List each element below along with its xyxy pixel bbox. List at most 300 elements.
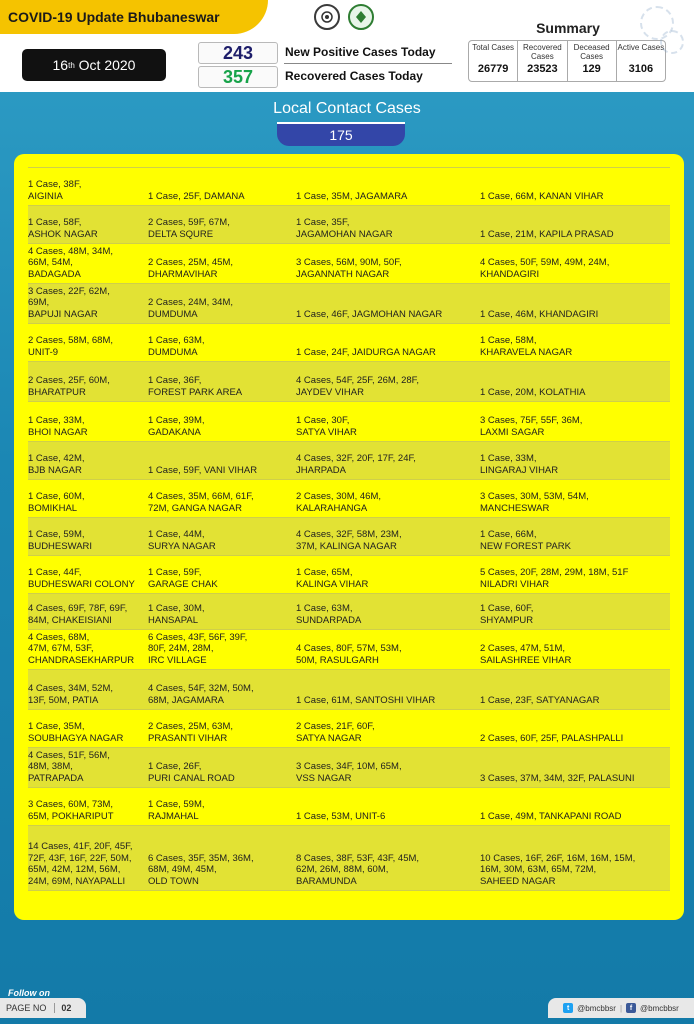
table-cell xyxy=(148,710,296,747)
table-cell xyxy=(148,244,296,283)
cell-text xyxy=(480,529,571,552)
cell-line: 2 Cases, 25F, 60M, xyxy=(28,375,110,386)
cell-text xyxy=(148,721,233,744)
table-cell xyxy=(296,442,480,479)
social-links xyxy=(548,998,694,1018)
cell-text xyxy=(28,603,127,626)
table-cell xyxy=(480,362,670,401)
cell-line: KHANDAGIRI xyxy=(480,268,540,280)
virus-decoration-icon xyxy=(660,30,684,54)
table-cell xyxy=(480,284,670,323)
cell-text xyxy=(296,567,368,590)
cell-line: 2 Cases, 21F, 60F, xyxy=(296,721,375,732)
cell-line: RAJMAHAL xyxy=(148,810,199,822)
cell-line: 1 Case, 58F, xyxy=(28,217,82,228)
table-cell xyxy=(296,518,480,555)
cell-line: 1 Case, 59F, VANI VIHAR xyxy=(148,464,258,476)
cell-line: BHOI NAGAR xyxy=(28,426,88,438)
cell-line: 69M, xyxy=(28,297,50,308)
cell-line: 2 Cases, 25M, 45M, xyxy=(148,257,234,268)
cell-line: 1 Case, 35F, xyxy=(296,217,350,228)
cell-text xyxy=(296,217,393,240)
cell-line: 1 Case, 30M, xyxy=(148,603,205,614)
cell-line: FOREST PARK AREA xyxy=(148,386,243,398)
cell-line: 72M, GANGA NAGAR xyxy=(148,502,242,514)
summary-deceased xyxy=(568,41,617,81)
cell-line: DUMDUMA xyxy=(148,308,198,320)
cell-line: MANCHESWAR xyxy=(480,502,550,514)
cell-text xyxy=(28,567,135,590)
cell-line: BARAMUNDA xyxy=(296,875,357,887)
cell-line: 4 Cases, 35M, 66M, 61F, xyxy=(148,491,254,502)
table-row xyxy=(28,243,670,283)
cell-text xyxy=(480,229,614,241)
table-cell xyxy=(148,168,296,205)
cell-line: PURI CANAL ROAD xyxy=(148,772,235,784)
cell-text xyxy=(148,415,205,438)
table-cell xyxy=(296,748,480,787)
new-positive-count: 243 xyxy=(198,42,278,64)
cell-line: 2 Cases, 60F, 25F, PALASHPALLI xyxy=(480,732,624,744)
table-row xyxy=(28,323,670,361)
cell-text xyxy=(148,297,233,320)
cell-line: JAGANNATH NAGAR xyxy=(296,268,390,280)
cell-line: 1 Case, 59F, xyxy=(148,567,202,578)
recovered-count: 357 xyxy=(198,66,278,88)
summary-value: 129 xyxy=(582,63,601,75)
cell-line: HANSAPAL xyxy=(148,614,198,626)
cell-text xyxy=(28,632,134,667)
cases-table xyxy=(28,167,670,891)
cell-line: 1 Case, 44F, xyxy=(28,567,82,578)
table-row xyxy=(28,479,670,517)
table-cell xyxy=(148,826,296,890)
cell-line: 1 Case, 65M, xyxy=(296,567,353,578)
cell-line: 1 Case, 44M, xyxy=(148,529,205,540)
cell-line: VSS NAGAR xyxy=(296,772,352,784)
table-cell xyxy=(480,402,670,441)
cell-text xyxy=(148,217,230,240)
table-cell xyxy=(296,206,480,243)
summary-label: Recovered Cases xyxy=(523,43,562,61)
cell-line: IRC VILLAGE xyxy=(148,654,207,666)
cell-line: SOUBHAGYA NAGAR xyxy=(28,732,124,744)
cell-line: 4 Cases, 32F, 20F, 17F, 24F, xyxy=(296,453,416,464)
cell-line: BADAGADA xyxy=(28,268,81,280)
cell-text xyxy=(480,415,582,438)
table-cell xyxy=(296,480,480,517)
summary-label: Active Cases xyxy=(617,43,665,52)
cell-text xyxy=(296,257,402,280)
cell-line: 3 Cases, 75F, 55F, 36M, xyxy=(480,415,583,426)
cell-line: BHARATPUR xyxy=(28,386,86,398)
table-cell xyxy=(28,556,148,593)
cell-text xyxy=(480,387,585,399)
cell-text xyxy=(28,286,110,321)
cell-line: 4 Cases, 48M, 34M, xyxy=(28,245,114,257)
cell-line: SUNDARPADA xyxy=(296,614,362,626)
table-row xyxy=(28,787,670,825)
cell-text xyxy=(148,465,257,477)
table-cell xyxy=(480,594,670,629)
cell-line: 1 Case, 58M, xyxy=(480,335,537,346)
table-cell xyxy=(480,324,670,361)
cell-text xyxy=(28,491,85,514)
date-day: 16 xyxy=(52,57,69,73)
cell-line: 62M, 26M, 88M, 60M, xyxy=(296,864,389,875)
summary-active xyxy=(617,41,665,81)
cell-text xyxy=(296,853,419,888)
cell-text xyxy=(296,643,402,666)
summary-label: Deceased Cases xyxy=(573,43,610,61)
local-contact-title: Local Contact Cases xyxy=(273,100,421,117)
cell-line: PATRAPADA xyxy=(28,772,84,784)
table-cell xyxy=(296,402,480,441)
page-no-label: PAGE NO xyxy=(6,1003,47,1013)
cell-line: BUDHESWARI COLONY xyxy=(28,578,135,590)
cell-line: 4 Cases, 50F, 59M, 49M, 24M, xyxy=(480,257,610,268)
cell-text xyxy=(480,643,571,666)
cell-line: DUMDUMA xyxy=(148,346,198,358)
cell-text xyxy=(28,841,133,887)
table-cell xyxy=(28,442,148,479)
cell-line: NILADRI VIHAR xyxy=(480,578,550,590)
cell-text xyxy=(148,335,205,358)
table-cell xyxy=(28,518,148,555)
twitter-handle[interactable]: @bmcbbsr xyxy=(577,1003,616,1013)
cell-line: 16M, 30M, 63M, 65M, 72M, xyxy=(480,864,597,875)
cell-line: 1 Case, 66M, xyxy=(480,529,537,540)
table-cell xyxy=(28,402,148,441)
cell-line: AIGINIA xyxy=(28,190,63,202)
cell-line: 3 Cases, 60M, 73M, xyxy=(28,799,114,810)
table-row xyxy=(28,825,670,891)
cell-line: NEW FOREST PARK xyxy=(480,540,571,552)
cell-line: 4 Cases, 54F, 32M, 50M, xyxy=(148,683,254,694)
cell-text xyxy=(296,695,435,707)
table-row xyxy=(28,205,670,243)
cell-line: BAPUJI NAGAR xyxy=(28,308,98,320)
table-cell xyxy=(480,710,670,747)
table-cell xyxy=(480,556,670,593)
table-row xyxy=(28,167,670,205)
cases-panel xyxy=(14,154,684,920)
cell-text xyxy=(296,309,442,321)
cell-line: 1 Case, 26F, xyxy=(148,761,202,772)
summary-value: 3106 xyxy=(628,63,654,75)
cell-line: 68M, JAGAMARA xyxy=(148,694,225,706)
table-cell xyxy=(296,324,480,361)
table-cell xyxy=(480,206,670,243)
date-rest: Oct 2020 xyxy=(74,57,136,73)
cell-text xyxy=(480,603,533,626)
table-cell xyxy=(480,168,670,205)
recovered-label: Recovered Cases Today xyxy=(285,69,423,83)
cell-text xyxy=(28,335,113,358)
table-row xyxy=(28,441,670,479)
cell-text xyxy=(480,853,635,888)
cell-text xyxy=(148,761,235,784)
cell-line: 1 Case, 63M, xyxy=(148,335,205,346)
cell-line: 1 Case, 60F, xyxy=(480,603,534,614)
cell-text xyxy=(480,257,609,280)
follow-on-label: Follow on xyxy=(8,988,50,998)
cell-line: JAYDEV VIHAR xyxy=(296,386,364,398)
cell-text xyxy=(148,257,233,280)
cell-text xyxy=(480,191,604,203)
table-cell xyxy=(28,710,148,747)
cell-text xyxy=(296,811,385,823)
cell-text xyxy=(296,603,361,626)
cell-text xyxy=(28,529,92,552)
table-cell xyxy=(28,168,148,205)
table-cell xyxy=(480,480,670,517)
cell-line: JAGAMOHAN NAGAR xyxy=(296,228,393,240)
table-cell xyxy=(148,518,296,555)
table-cell xyxy=(296,168,480,205)
table-cell xyxy=(480,244,670,283)
date-badge xyxy=(22,49,166,81)
page-no-value: 02 xyxy=(54,1003,71,1013)
facebook-handle[interactable]: @bmcbbsr xyxy=(640,1003,679,1013)
cell-line: UNIT-9 xyxy=(28,346,59,358)
cell-line: 4 Cases, 32F, 58M, 23M, xyxy=(296,529,402,540)
cell-text xyxy=(480,453,558,476)
cell-line: 84M, CHAKEISIANI xyxy=(28,614,112,626)
table-cell xyxy=(28,206,148,243)
cell-line: 65M, 42M, 12M, 56M, xyxy=(28,864,121,875)
stat-divider xyxy=(284,63,452,64)
cell-line: 1 Case, 35M, JAGAMARA xyxy=(296,190,408,202)
cell-text xyxy=(148,632,247,667)
cell-line: 1 Case, 42M, xyxy=(28,453,85,464)
cell-line: 66M, 54M, xyxy=(28,257,73,268)
cell-line: BJB NAGAR xyxy=(28,464,82,476)
table-cell xyxy=(28,670,148,709)
header xyxy=(0,0,694,92)
summary-recovered xyxy=(518,41,567,81)
cell-line: 1 Case, 46M, KHANDAGIRI xyxy=(480,308,599,320)
table-cell xyxy=(296,244,480,283)
cell-line: 24M, 69M, NAYAPALLI xyxy=(28,875,126,887)
table-cell xyxy=(296,362,480,401)
new-positive-label: New Positive Cases Today xyxy=(285,45,436,59)
cell-line: 72F, 43F, 16F, 22F, 50M, xyxy=(28,852,132,864)
cell-text xyxy=(148,191,245,203)
cell-text xyxy=(296,721,375,744)
table-cell xyxy=(28,324,148,361)
cell-text xyxy=(296,491,381,514)
table-row xyxy=(28,283,670,323)
cell-text xyxy=(148,375,242,398)
facebook-icon[interactable]: f xyxy=(626,1003,636,1013)
logos xyxy=(314,4,374,30)
table-cell xyxy=(296,826,480,890)
cell-line: 4 Cases, 68M, xyxy=(28,631,90,643)
cell-text xyxy=(296,453,416,476)
cell-text xyxy=(28,799,114,822)
table-cell xyxy=(296,670,480,709)
twitter-icon[interactable]: t xyxy=(563,1003,573,1013)
cell-line: 1 Case, 38F, xyxy=(28,179,82,190)
table-cell xyxy=(148,630,296,669)
cell-line: 1 Case, 39M, xyxy=(148,415,205,426)
table-cell xyxy=(28,788,148,825)
cell-line: BUDHESWARI xyxy=(28,540,93,552)
cell-line: 3 Cases, 56M, 90M, 50F, xyxy=(296,257,402,268)
cell-line: 1 Case, 59M, xyxy=(148,799,205,810)
cell-line: JHARPADA xyxy=(296,464,346,476)
cell-line: 1 Case, 49M, TANKAPANI ROAD xyxy=(480,810,622,822)
cell-line: 1 Case, 25F, DAMANA xyxy=(148,190,245,202)
table-cell xyxy=(28,480,148,517)
cell-text xyxy=(28,721,123,744)
cell-text xyxy=(28,453,85,476)
cell-line: PRASANTI VIHAR xyxy=(148,732,228,744)
cell-line: 2 Cases, 30M, 46M, xyxy=(296,491,382,502)
cell-line: GARAGE CHAK xyxy=(148,578,218,590)
cell-text xyxy=(28,179,81,202)
cell-text xyxy=(148,683,254,706)
cell-line: 1 Case, 66M, KANAN VIHAR xyxy=(480,190,604,202)
cell-text xyxy=(148,567,218,590)
cell-text xyxy=(148,491,254,514)
cell-line: 1 Case, 60M, xyxy=(28,491,85,502)
table-cell xyxy=(148,480,296,517)
table-cell xyxy=(296,710,480,747)
cell-text xyxy=(480,309,598,321)
cell-line: GADAKANA xyxy=(148,426,201,438)
table-row xyxy=(28,517,670,555)
summary-label: Total Cases xyxy=(472,43,515,52)
cell-text xyxy=(296,529,402,552)
cell-line: 1 Case, 20M, KOLATHIA xyxy=(480,386,586,398)
cell-line: 1 Case, 24F, JAIDURGA NAGAR xyxy=(296,346,436,358)
cell-line: 4 Cases, 80F, 57M, 53M, xyxy=(296,643,402,654)
cell-text xyxy=(28,415,88,438)
cell-line: 1 Case, 61M, SANTOSHI VIHAR xyxy=(296,694,436,706)
cell-text xyxy=(296,415,357,438)
cell-line: DHARMAVIHAR xyxy=(148,268,218,280)
cell-text xyxy=(296,191,407,203)
table-cell xyxy=(148,670,296,709)
table-cell xyxy=(148,594,296,629)
page-number-tab xyxy=(0,998,86,1018)
table-cell xyxy=(296,284,480,323)
table-cell xyxy=(480,748,670,787)
cell-line: 1 Case, 59M, xyxy=(28,529,85,540)
cell-line: BOMIKHAL xyxy=(28,502,78,514)
cell-line: 2 Cases, 47M, 51M, xyxy=(480,643,566,654)
cell-line: SHYAMPUR xyxy=(480,614,534,626)
table-cell xyxy=(480,518,670,555)
table-row xyxy=(28,629,670,669)
summary-title: Summary xyxy=(536,20,600,36)
date-suffix: th xyxy=(68,60,75,70)
table-row xyxy=(28,555,670,593)
cell-line: 8 Cases, 38F, 53F, 43F, 45M, xyxy=(296,852,420,864)
cell-line: 13F, 50M, PATIA xyxy=(28,694,99,706)
cell-line: 4 Cases, 54F, 25F, 26M, 28F, xyxy=(296,375,420,386)
cell-line: 2 Cases, 24M, 34M, xyxy=(148,297,234,308)
table-cell xyxy=(296,556,480,593)
cell-text xyxy=(480,491,589,514)
cell-line: 1 Case, 33M, xyxy=(480,453,537,464)
table-cell xyxy=(28,826,148,890)
table-row xyxy=(28,593,670,629)
cell-line: 4 Cases, 51F, 56M, xyxy=(28,749,110,761)
cell-text xyxy=(480,567,628,590)
cell-line: 14 Cases, 41F, 20F, 45F, xyxy=(28,841,133,852)
cell-line: 4 Cases, 34M, 52M, xyxy=(28,683,114,694)
cell-line: 1 Case, 46F, JAGMOHAN NAGAR xyxy=(296,308,443,320)
table-row xyxy=(28,401,670,441)
table-cell xyxy=(480,788,670,825)
cell-line: 68M, 49M, 45M, xyxy=(148,864,217,875)
cell-line: 3 Cases, 37M, 34M, 32F, PALASUNI xyxy=(480,772,635,784)
table-cell xyxy=(480,630,670,669)
table-row xyxy=(28,361,670,401)
table-cell xyxy=(480,826,670,890)
title-banner xyxy=(0,0,268,34)
cell-line: DELTA SQURE xyxy=(148,228,214,240)
bmc-logo-icon xyxy=(348,4,374,30)
cell-line: 2 Cases, 59F, 67M, xyxy=(148,217,230,228)
table-cell xyxy=(148,442,296,479)
table-cell xyxy=(148,284,296,323)
table-cell xyxy=(148,402,296,441)
cell-line: 6 Cases, 35F, 35M, 36M, xyxy=(148,852,254,864)
table-cell xyxy=(480,670,670,709)
cell-line: KALINGA VIHAR xyxy=(296,578,369,590)
cell-line: LINGARAJ VIHAR xyxy=(480,464,559,476)
cell-line: 48M, 38M, xyxy=(28,761,73,772)
table-cell xyxy=(28,284,148,323)
cell-text xyxy=(28,683,113,706)
table-cell xyxy=(28,244,148,283)
cell-line: 1 Case, 33M, xyxy=(28,415,85,426)
cell-text xyxy=(148,853,254,888)
table-cell xyxy=(148,788,296,825)
cell-text xyxy=(148,529,216,552)
cell-line: KALARAHANGA xyxy=(296,502,368,514)
summary-total xyxy=(469,41,518,81)
cell-line: 3 Cases, 34F, 10M, 65M, xyxy=(296,761,402,772)
cell-line: 3 Cases, 22F, 62M, xyxy=(28,285,110,297)
cell-line: 47M, 67M, 53F, xyxy=(28,643,94,654)
cell-line: ASHOK NAGAR xyxy=(28,228,98,240)
table-cell xyxy=(148,206,296,243)
table-cell xyxy=(148,362,296,401)
cell-line: CHANDRASEKHARPUR xyxy=(28,654,135,666)
cell-text xyxy=(296,375,419,398)
cell-line: 1 Case, 30F, xyxy=(296,415,350,426)
government-emblem-icon xyxy=(314,4,340,30)
cell-line: KHARAVELA NAGAR xyxy=(480,346,573,358)
table-cell xyxy=(148,324,296,361)
cell-text xyxy=(28,750,110,785)
table-cell xyxy=(148,556,296,593)
cell-text xyxy=(296,761,402,784)
cell-line: SATYA NAGAR xyxy=(296,732,362,744)
cell-text xyxy=(480,695,600,707)
cell-line: 6 Cases, 43F, 56F, 39F, xyxy=(148,631,248,643)
table-cell xyxy=(296,594,480,629)
cell-text xyxy=(28,246,113,281)
cell-text xyxy=(28,375,110,398)
cell-line: 50M, RASULGARH xyxy=(296,654,379,666)
social-separator: | xyxy=(619,1003,623,1013)
